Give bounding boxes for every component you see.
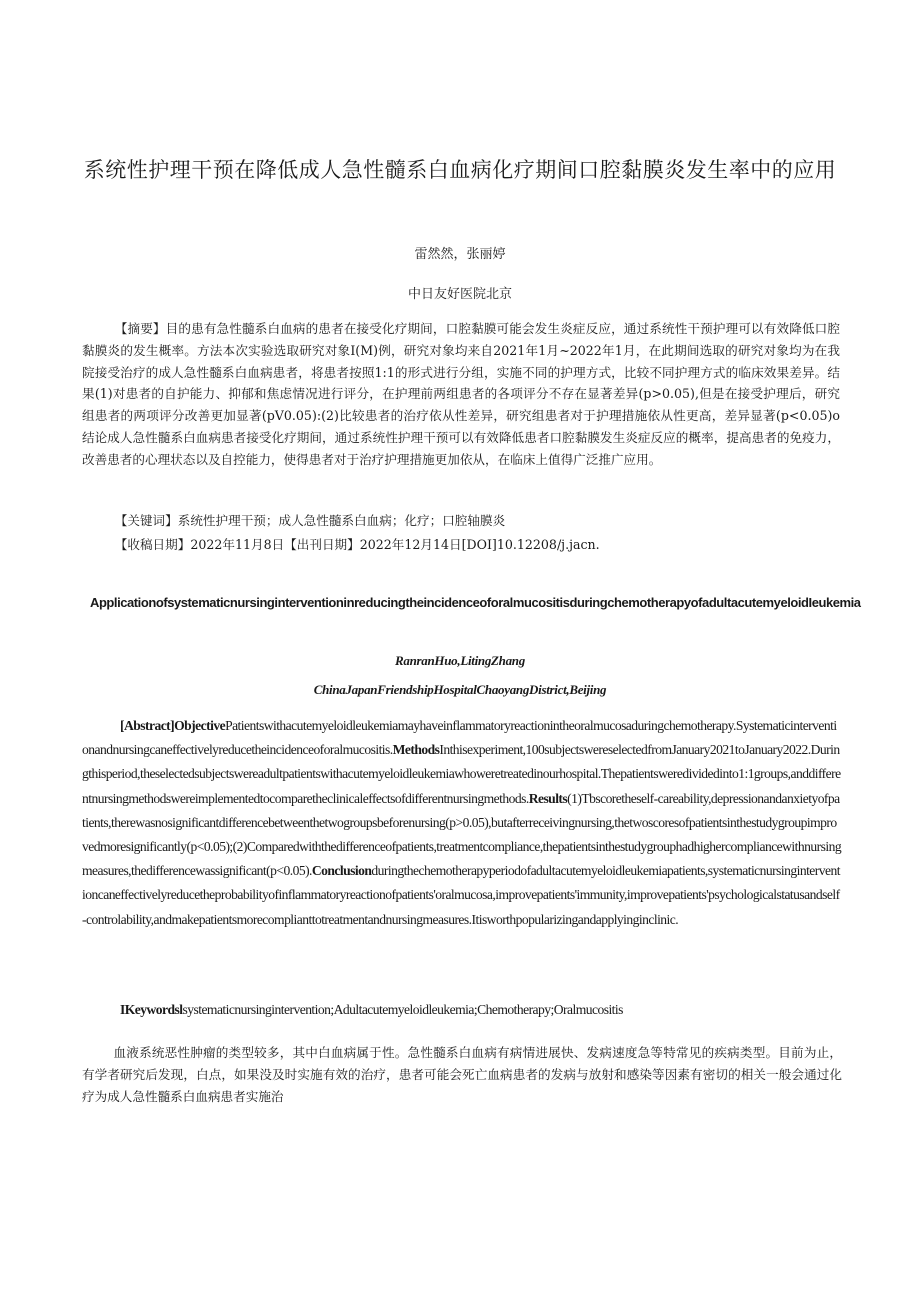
methods-text: Inthisexperiment,100subjectswereselectedfromJanuary2021toJanuary2022.Duringthisperiod,theselectedsubjectswereadultpatientswithacutemyeloidleukemiawhoweretreatedinourhospital.Thepatientsweredividedinto1:1groups,anddifferentnursingmethodswereimplementedtocomparetheclinicaleffectsofdifferentnursingmethods. — [82, 742, 841, 806]
results-label: Results — [528, 790, 568, 806]
english-abstract — [82, 714, 842, 932]
english-title: ApplicationofsystematicnursinginterventioninreducingtheincidenceoforalmucositisduringchemotherapyofadultacutemyeloidIeukemia — [90, 595, 861, 610]
english-authors: RanranHuo,LitingZhang — [395, 653, 525, 668]
chinese-affiliation: 中日友好医院北京 — [407, 287, 512, 302]
keywords-label: IKeywordsl — [120, 1002, 183, 1017]
conclusion-label: Conclusion — [311, 863, 372, 879]
chinese-abstract: 【摘要】目的患有急性髓系白血病的患者在接受化疗期间，口腔黏膜可能会发生炎症反应，通过系统性干预护理可以有效降低口腔黏膜炎的发生概率。方法本次实验选取研究对象I(M)例，研究对象均来自2021年1月~2022年1月，在此期间选取的研究对象均为在我院接受治疗的成人急性髓系白血病患者，将患者按照1:1的形式进行分组，实施不同的护理方式，比较不同护理方式的临床效果差异。结果(1)对患者的自护能力、抑郁和焦虑情况进行评分，在护理前两组患者的各项评分不存在显著差异(p>0.05),但是在接受护理后，研究组患者的两项评分改善更加显著(pV0.05):(2)比较患者的治疗依从性差异，研究组患者对于护理措施依从性更高，差异显著(p<0.05)o结论成人急性髓系白血病患者接受化疗期间，通过系统性护理干预可以有效降低患者口腔黏膜发生炎症反应的概率，提高患者的免疫力，改善患者的心理状态以及自控能力，使得患者对于治疗护理措施更加依从，在临床上值得广泛推广应用。 — [82, 321, 840, 467]
chinese-dates: 【收稿日期】2022年11月8日【出刊日期】2022年12月14日[DOI]10.12208/j.jacn. — [114, 537, 600, 552]
chinese-title: 系统性护理干预在降低成人急性髓系白血病化疗期间口腔黏膜炎发生率中的应用 — [83, 158, 837, 182]
english-keywords — [82, 1002, 842, 1018]
abstract-label: [Abstract] — [120, 718, 175, 733]
chinese-keywords: 【关键词】系统性护理干预；成人急性髓系白血病；化疗；口腔轴膜炎 — [114, 513, 506, 528]
objective-label: Objective — [174, 718, 226, 733]
english-affiliation: ChinaJapanFriendshipHospitalChaoyangDistrict,Beijing — [313, 682, 607, 697]
methods-label: Methods — [392, 742, 440, 758]
chinese-authors: 雷然然，张丽婷 — [414, 247, 506, 262]
keywords-text: systematicnursingintervention;Adultacutemyeloidleukemia;Chemotherapy;Oralmucositis — [182, 1002, 623, 1017]
body-paragraph: 血液系统恶性肿瘤的类型较多，其中白血病属于性。急性髓系白血病有病情进展快、发病速度急等特常见的疾病类型。目前为止，有学者研究后发现，白点，如果没及时实施有效的治疗，患者可能会死亡血病患者的发病与放射和感染等因素有密切的相关一般会通过化疗为成人急性髓系白血病患者实施治 — [82, 1045, 842, 1104]
conclusion-text: duringthechemotherapyperiodofadultacutemyeloidleukemiapatients,systematicnursinginterventioncaneffectivelyreducetheprobabilityofinflammatoryreactionofpatients'oralmucosa,improvepatients'immunity,improvepatients'psychologicalstatusandself-controlability,andmakepatientsmorecomplianttotreatmentandnursingmeasures.Itisworthpopularizingandapplyinginclinic. — [82, 863, 840, 927]
results-text: (1)Tbscoretheself-careability,depressionandanxietyofpatients,therewasnosignificantdifferencebetweenthetwogroupsbeforenursing(p>0.05),butafterreceivingnursing,thetwoscoresofpatientsinthestudygroupimprovedmoresignificantly(p<0.05);(2)Comparedwiththedifferenceofpatients,treatmentcompliance,thepatientsinthestudygrouphadhighercompliancewithnursingmeasures,thedifferencewassignificant(p<0.05). — [82, 790, 842, 879]
objective-text: Patientswithacutemyeloidleukemiamayhaveinflammatoryreactionintheoralmucosaduringchemotherapy.Systematicinterventionandnursingcaneffectivelyreducetheincidenceoforalmucositis. — [82, 718, 837, 758]
